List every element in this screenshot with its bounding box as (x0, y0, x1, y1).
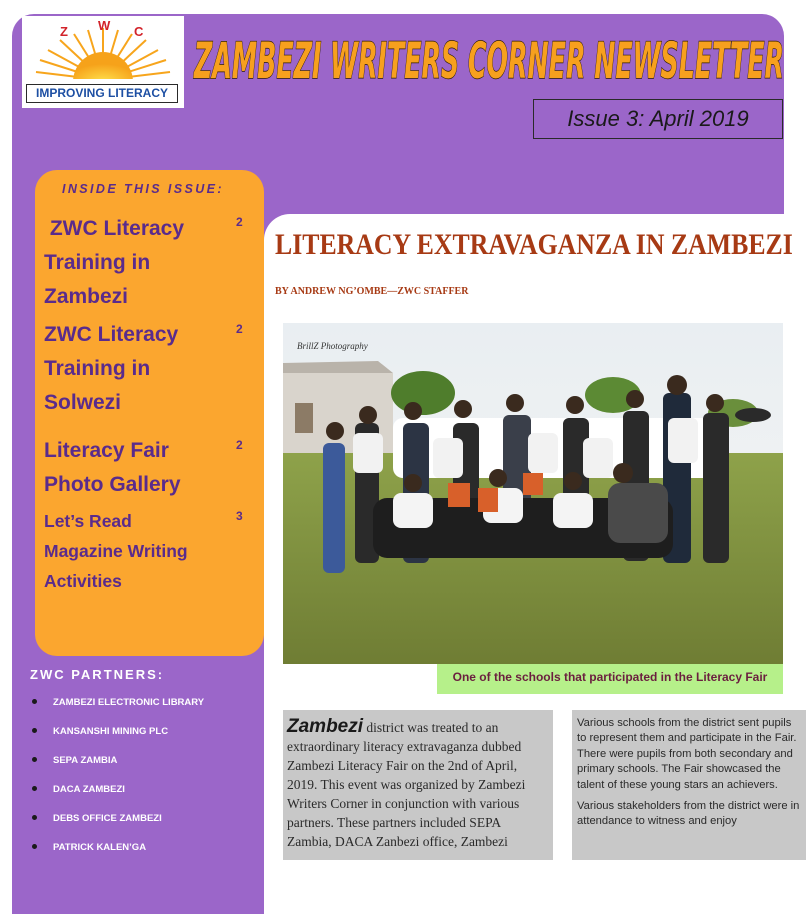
toc-page-number: 2 (236, 322, 243, 336)
toc-line: Let’s Read (44, 511, 132, 531)
issue-label: Issue 3: April 2019 (533, 99, 783, 139)
toc-line: ZWC Literacy (44, 323, 179, 346)
sunrise-logo-icon (22, 16, 184, 86)
partner-name: DEBS OFFICE ZAMBEZI (53, 813, 162, 824)
toc-page-number: 3 (236, 509, 243, 523)
article-paragraph (283, 710, 553, 851)
article-byline: BY ANDREW NG’OMBE—ZWC STAFFER (275, 286, 469, 297)
partners-title: ZWC PARTNERS: (30, 667, 165, 682)
toc-line: Photo Gallery (44, 473, 181, 496)
toc-page-number: 2 (236, 215, 243, 229)
partner-name: ZAMBEZI ELECTRONIC LIBRARY (53, 697, 205, 708)
bullet-icon (32, 815, 37, 820)
bullet-icon (32, 786, 37, 791)
lead-word: Zambezi (287, 716, 364, 737)
logo-letter: C (134, 24, 144, 39)
bullet-icon (32, 844, 37, 849)
toc-line: Training in (44, 357, 151, 380)
toc-line: Zambezi (44, 285, 129, 308)
toc-item[interactable] (44, 434, 181, 502)
toc-line: Activities (44, 571, 122, 591)
article-paragraph: Various schools from the district sent pupils to represent them and participate in the Fair. There were pupils from both secondary and primary schools. The Fair showcased the talent of these young stars an achievers. (577, 717, 797, 791)
article-headline: LITERACY EXTRAVAGANZA IN ZAMBEZI (275, 228, 793, 261)
partner-name: SEPA ZAMBIA (53, 755, 118, 766)
inside-title: INSIDE THIS ISSUE: (62, 182, 224, 196)
partner-item (32, 784, 125, 795)
masthead-title: ZAMBEZI WRITERS CORNER NEWSLETTER (192, 32, 785, 90)
partner-item (32, 813, 162, 824)
logo-tagline: IMPROVING LITERACY (26, 84, 178, 103)
photo-watermark: BrillZ Photography (297, 341, 368, 351)
partner-name: PATRICK KALEN’GA (53, 842, 147, 853)
toc-line: Training in (44, 251, 151, 274)
bullet-icon (32, 757, 37, 762)
photo-caption: One of the schools that participated in the Literacy Fair (437, 664, 783, 694)
partner-item (32, 755, 117, 766)
zwc-logo (22, 16, 184, 108)
logo-letter: W (98, 18, 111, 33)
toc-item[interactable] (44, 506, 188, 596)
bullet-icon (32, 699, 37, 704)
article-column-1 (283, 710, 553, 860)
toc-line: Literacy Fair (44, 439, 169, 462)
article-column-2 (572, 710, 806, 860)
toc-line: Magazine Writing (44, 541, 188, 561)
partner-item (32, 726, 168, 737)
toc-item[interactable] (44, 318, 178, 420)
toc-page-number: 2 (236, 438, 243, 452)
partner-item (32, 697, 204, 708)
article-paragraph: Various stakeholders from the district were in attendance to witness and enjoy (577, 800, 800, 828)
bullet-icon (32, 728, 37, 733)
group-photo (283, 323, 783, 664)
paragraph-text: district was treated to an extraordinary literacy extravaganza dubbed Zambezi Literacy Fair on the 2nd of April, 2019. This event was organized by Zambezi Writers Corner in conjunction with various partners. These partners included SEPA Zambia, DACA Zanbezi office, Zambezi (287, 720, 526, 849)
logo-letter: Z (60, 24, 68, 39)
toc-line: ZWC Literacy (44, 217, 185, 240)
partner-item (32, 842, 146, 853)
partner-name: DACA ZAMBEZI (53, 784, 125, 795)
newsletter-masthead (192, 18, 792, 94)
toc-line: Solwezi (44, 391, 122, 414)
toc-item[interactable] (44, 212, 184, 314)
partner-name: KANSANSHI MINING PLC (53, 726, 169, 737)
